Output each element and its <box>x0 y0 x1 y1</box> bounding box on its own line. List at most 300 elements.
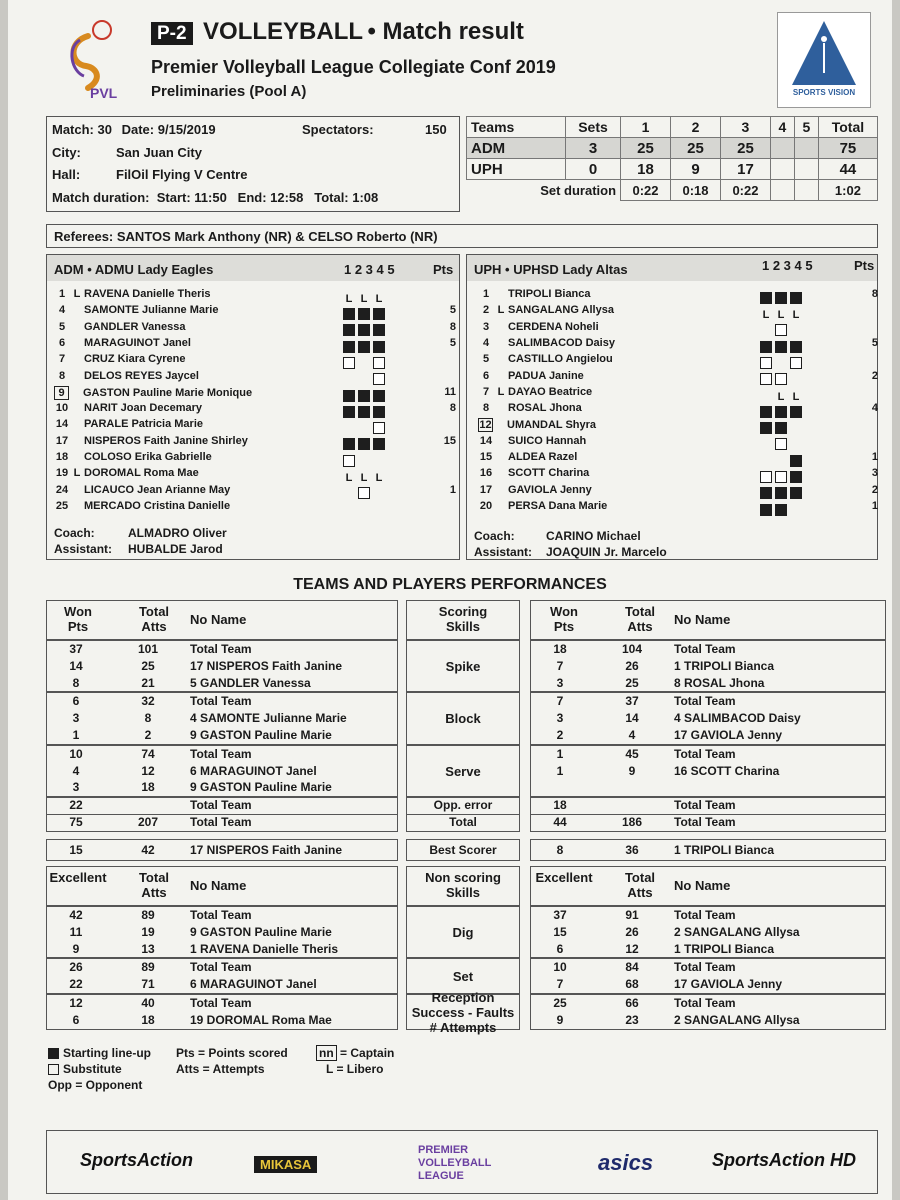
left-atts-value: 74 <box>141 746 155 761</box>
left-won-value: 26 <box>69 960 83 975</box>
right-name-value: Total Team <box>674 908 736 922</box>
set-participation <box>343 485 418 503</box>
roster-row <box>478 500 607 516</box>
score-cell: 25 <box>720 138 770 159</box>
score-cell: 25 <box>621 138 671 159</box>
right-atts-value: 45 <box>625 746 639 761</box>
left-name-value: Total Team <box>190 694 252 709</box>
starting-lineup-icon <box>343 406 355 418</box>
player-points: 1 <box>871 499 878 512</box>
player-points: 4 <box>871 402 878 415</box>
substitute-icon <box>775 471 787 483</box>
right-name-value: Total Team <box>674 996 736 1011</box>
right-atts-value: 104 <box>621 642 643 656</box>
player-name: DAYAO Beatrice <box>508 385 593 398</box>
player-name: MARAGUINOT Janel <box>84 336 191 349</box>
score-header-cell: 5 <box>794 117 818 138</box>
substitute-icon <box>775 373 787 385</box>
starting-lineup-icon <box>775 504 787 516</box>
player-number: 18 <box>55 451 69 463</box>
left-atts-value: 40 <box>141 996 155 1011</box>
right-best-atts: 36 <box>625 843 639 858</box>
left-name-value: 17 NISPEROS Faith Janine <box>190 658 343 673</box>
team-a-assistant-label: Assistant: <box>54 542 113 556</box>
svg-text:SPORTS VISION: SPORTS VISION <box>792 88 856 97</box>
libero-flag: L <box>497 385 505 398</box>
left-won-value: 10 <box>69 746 83 761</box>
left-name-value: 6 MARAGUINOT Janel <box>190 763 317 778</box>
player-points: 8 <box>449 320 456 333</box>
roster-row <box>478 451 577 467</box>
player-name: ROSAL Jhona <box>508 402 582 415</box>
roster-row <box>478 353 613 369</box>
left-atts-value: 13 <box>141 941 155 956</box>
right-name-value: 2 SANGALANG Allysa <box>674 1013 800 1028</box>
right-atts-value: 26 <box>625 924 639 939</box>
starting-lineup-icon <box>373 390 385 402</box>
player-name: SALIMBACOD Daisy <box>508 336 615 349</box>
match-label: Match: <box>52 122 94 137</box>
player-name: GASTON Pauline Marie Monique <box>83 386 253 399</box>
substitute-icon <box>760 471 772 483</box>
right-col-header: Total Atts <box>624 870 656 900</box>
substitute-icon <box>760 357 772 369</box>
player-points <box>858 353 878 369</box>
set-participation <box>343 289 418 307</box>
set-duration-label: Set duration <box>540 182 617 198</box>
right-name-value: 8 ROSAL Jhona <box>674 675 765 690</box>
left-atts-value: 71 <box>141 977 155 992</box>
score-cell: 9 <box>671 159 721 180</box>
starting-lineup-icon <box>760 292 772 304</box>
player-number: 8 <box>58 369 66 382</box>
starting-lineup-icon <box>343 438 355 450</box>
left-won-value: 11 <box>69 924 83 939</box>
score-cell <box>770 138 794 159</box>
set-duration-cell <box>794 180 818 201</box>
player-number: 4 <box>482 336 490 349</box>
right-summary-won: 44 <box>553 815 567 830</box>
spectators-label: Spectators: <box>302 122 374 137</box>
starting-lineup-icon <box>358 438 370 450</box>
player-points <box>436 418 456 434</box>
roster-row <box>478 467 589 483</box>
roster-row <box>478 418 596 434</box>
player-number: 24 <box>55 483 69 496</box>
right-won-value: 2 <box>556 728 564 742</box>
player-number: 25 <box>55 499 69 512</box>
right-col-header: Excellent <box>535 870 593 885</box>
right-won-value: 3 <box>556 711 564 726</box>
score-header-cell: Teams <box>467 117 566 138</box>
score-cell <box>794 159 818 180</box>
team-b-coach-label: Coach: <box>474 529 515 543</box>
starting-lineup-icon <box>775 487 787 499</box>
match-sheet <box>8 0 892 1200</box>
best-scorer-label: Best Scorer <box>429 843 497 858</box>
set-participation <box>343 452 418 470</box>
left-name-value: Total Team <box>190 642 252 656</box>
right-col-header: Total Atts <box>624 604 656 634</box>
right-won-value: 7 <box>556 694 564 709</box>
player-number: 8 <box>482 402 490 415</box>
starting-lineup-icon <box>358 324 370 336</box>
left-name-value: Total Team <box>190 996 252 1011</box>
set-participation <box>343 501 418 519</box>
left-name-value: 4 SAMONTE Julianne Marie <box>190 711 347 726</box>
league-title: Premier Volleyball League Collegiate Conf 2019 <box>151 57 556 77</box>
sheet-sport: VOLLEYBALL <box>203 18 364 45</box>
set-participation <box>760 468 835 486</box>
left-name-value: 19 DOROMAL Roma Mae <box>190 1013 332 1028</box>
score-cell: 0 <box>566 159 621 180</box>
skill-name: Spike <box>445 658 481 674</box>
starting-lineup-icon <box>358 341 370 353</box>
left-atts-value: 19 <box>141 924 155 939</box>
player-name: COLOSO Erika Gabrielle <box>84 451 212 463</box>
team-a-title: ADM • ADMU Lady Eagles <box>54 262 214 277</box>
right-won-value: 1 <box>556 763 564 778</box>
roster-row <box>54 500 230 516</box>
left-name-value: Total Team <box>190 746 252 761</box>
team-b-pts-header: Pts <box>854 258 875 273</box>
libero-mark: L <box>375 293 383 305</box>
set-participation <box>343 419 418 437</box>
player-number: 17 <box>479 483 493 496</box>
left-won-value: 14 <box>69 658 83 673</box>
left-best-name: 17 NISPEROS Faith Janine <box>190 843 343 858</box>
starting-lineup-icon <box>790 292 802 304</box>
player-points: 2 <box>871 483 878 496</box>
score-header-cell: 2 <box>671 117 721 138</box>
roster-row <box>54 435 248 451</box>
player-name: DOROMAL Roma Mae <box>84 467 199 480</box>
left-name-value: 6 MARAGUINOT Janel <box>190 977 317 992</box>
starting-lineup-icon <box>790 487 802 499</box>
roster-row <box>54 451 212 467</box>
right-col-header: Won Pts <box>550 604 578 634</box>
roster-row <box>478 484 592 500</box>
starting-lineup-icon <box>343 324 355 336</box>
left-won-value: 42 <box>69 908 83 922</box>
starting-lineup-icon <box>373 406 385 418</box>
left-atts-value: 32 <box>141 694 155 709</box>
player-number: 7 <box>58 353 66 366</box>
starting-lineup-icon <box>343 390 355 402</box>
sponsor-sportsaction-logo: SportsAction <box>80 1150 194 1170</box>
right-name-value: 17 GAVIOLA Jenny <box>674 728 783 742</box>
legend-pts: Pts = Points scored <box>176 1046 288 1060</box>
legend-opp: Opp = Opponent <box>48 1078 143 1092</box>
sports-vision-logo <box>777 12 871 108</box>
right-atts-value: 84 <box>625 960 639 975</box>
spectators-value: 150 <box>425 122 447 137</box>
set-duration-cell: 0:18 <box>671 180 721 201</box>
set-participation <box>760 403 835 421</box>
starting-lineup-icon <box>373 308 385 320</box>
roster-row <box>478 304 614 320</box>
set-participation <box>760 387 835 405</box>
team-a-coach-label: Coach: <box>54 526 95 540</box>
score-cell: UPH <box>467 159 566 180</box>
player-name: CASTILLO Angielou <box>508 353 613 366</box>
player-number: 14 <box>55 418 69 431</box>
set-participation <box>760 419 835 437</box>
player-number: 2 <box>482 304 490 317</box>
libero-mark: L <box>345 293 353 305</box>
starting-lineup-icon <box>760 422 772 434</box>
left-atts-value: 89 <box>141 960 155 975</box>
sponsor-mikasa-logo: MIKASA <box>254 1156 317 1173</box>
right-name-value: Total Team <box>674 960 736 975</box>
player-points <box>436 370 456 386</box>
roster-row <box>54 402 202 418</box>
player-points: 5 <box>871 336 878 349</box>
right-summary-won: 18 <box>553 798 567 813</box>
right-name-value: 4 SALIMBACOD Daisy <box>674 711 801 726</box>
right-name-value: 16 SCOTT Charina <box>674 763 780 778</box>
starting-lineup-icon <box>358 406 370 418</box>
roster-row <box>54 337 191 353</box>
roster-row <box>478 402 582 418</box>
right-won-value: 7 <box>556 658 564 673</box>
libero-mark: L <box>345 472 353 485</box>
roster-row <box>54 386 252 402</box>
legend-atts: Atts = Attempts <box>176 1062 265 1076</box>
left-won-value: 37 <box>69 642 83 656</box>
left-won-value: 12 <box>69 996 83 1011</box>
right-atts-value: 14 <box>625 711 639 726</box>
roster-row <box>478 386 592 402</box>
player-number: 14 <box>479 434 493 447</box>
player-points <box>858 321 878 337</box>
left-won-value: 22 <box>69 977 83 992</box>
right-won-value: 18 <box>553 642 567 656</box>
right-name-value: Total Team <box>674 642 736 656</box>
starting-lineup-icon <box>760 341 772 353</box>
starting-lineup-icon <box>760 487 772 499</box>
substitute-icon <box>373 373 385 385</box>
libero-mark: L <box>777 390 785 403</box>
left-atts-value: 25 <box>141 658 155 673</box>
right-atts-value: 66 <box>625 996 639 1011</box>
set-participation <box>343 338 418 356</box>
set-duration-cell: 1:02 <box>818 180 877 201</box>
starting-lineup-icon <box>358 308 370 320</box>
left-won-value: 1 <box>72 728 80 742</box>
city-label: City: <box>52 145 81 160</box>
player-number: 7 <box>482 385 490 398</box>
player-points: 5 <box>449 336 456 349</box>
roster-row <box>54 484 230 500</box>
right-won-value: 9 <box>556 1013 564 1028</box>
set-participation <box>343 436 418 454</box>
set-duration-cell <box>770 180 794 201</box>
player-points: 15 <box>443 434 456 447</box>
player-points <box>436 353 456 369</box>
set-participation <box>343 387 418 405</box>
left-col-header: Total Atts <box>138 870 170 900</box>
roster-row <box>478 288 591 304</box>
player-name: PADUA Janine <box>508 369 584 382</box>
player-points <box>436 288 456 304</box>
set-participation <box>343 354 418 372</box>
score-cell: 25 <box>671 138 721 159</box>
right-atts-value: 91 <box>625 908 639 922</box>
left-won-value: 6 <box>72 694 80 709</box>
roster-row <box>478 435 586 451</box>
left-name-value: 1 RAVENA Danielle Theris <box>190 941 339 956</box>
right-summary-name: Total Team <box>674 798 736 813</box>
phase-title: Preliminaries (Pool A) <box>151 83 307 100</box>
left-name-value: Total Team <box>190 960 252 975</box>
date-label: Date: <box>121 122 155 137</box>
sheet-doc-type: • Match result <box>367 18 524 45</box>
player-number: 16 <box>479 467 493 480</box>
player-number: 10 <box>55 402 69 415</box>
set-duration-cell: 0:22 <box>720 180 770 201</box>
right-col-header: No Name <box>674 878 731 893</box>
captain-number: 9 <box>54 386 69 400</box>
left-summary-won: 75 <box>69 815 83 830</box>
right-best-name: 1 TRIPOLI Bianca <box>674 843 775 858</box>
legend-lib: L = Libero <box>326 1062 384 1076</box>
score-header-cell: 1 <box>621 117 671 138</box>
team-a-assistant: HUBALDE Jarod <box>128 542 223 556</box>
player-points: 11 <box>444 385 456 398</box>
player-points: 8 <box>871 288 878 300</box>
player-number: 6 <box>58 336 66 349</box>
player-name: ALDEA Razel <box>508 451 578 463</box>
player-name: UMANDAL Shyra <box>507 419 597 432</box>
player-points: 2 <box>871 369 878 382</box>
player-number: 17 <box>55 434 69 447</box>
pvl-logo <box>58 14 130 104</box>
right-atts-value: 4 <box>628 728 636 742</box>
right-won-value: 3 <box>556 675 564 690</box>
player-points: 5 <box>449 304 456 317</box>
substitute-icon <box>343 357 355 369</box>
team-b-title: UPH • UPHSD Lady Altas <box>474 262 628 277</box>
starting-lineup-icon <box>790 471 802 483</box>
starting-lineup-icon <box>760 406 772 418</box>
roster-row <box>54 288 211 304</box>
right-summary-atts: 186 <box>621 815 643 830</box>
player-name: LICAUCO Jean Arianne May <box>84 483 231 496</box>
score-table <box>466 116 878 201</box>
player-name: NISPEROS Faith Janine Shirley <box>84 434 248 447</box>
left-col-header: No Name <box>190 878 247 893</box>
substitute-icon <box>373 357 385 369</box>
player-name: SCOTT Charina <box>508 467 590 480</box>
hall-label: Hall: <box>52 167 81 182</box>
right-best-won: 8 <box>556 843 564 858</box>
skill-name: Serve <box>445 763 481 779</box>
left-won-value: 8 <box>72 675 80 690</box>
svg-text:PVL: PVL <box>90 85 118 101</box>
score-header-cell: 4 <box>770 117 794 138</box>
score-cell: 3 <box>566 138 621 159</box>
team-b-sets-header: 1 2 3 4 5 <box>762 258 813 273</box>
right-name-value: 2 SANGALANG Allysa <box>674 924 800 939</box>
right-atts-value: 26 <box>625 658 639 673</box>
right-won-value: 37 <box>553 908 567 922</box>
set-participation <box>343 371 418 389</box>
right-won-value: 6 <box>556 941 564 956</box>
left-atts-value: 8 <box>144 711 152 726</box>
score-header-cell: 3 <box>720 117 770 138</box>
roster-row <box>54 353 185 369</box>
left-won-value: 6 <box>72 1013 80 1028</box>
starting-lineup-icon <box>373 341 385 353</box>
player-points <box>858 435 878 451</box>
player-number: 1 <box>58 288 66 300</box>
starting-lineup-icon <box>373 438 385 450</box>
left-name-value: 9 GASTON Pauline Marie <box>190 780 332 795</box>
city-value: San Juan City <box>116 145 202 160</box>
referees: Referees: SANTOS Mark Anthony (NR) & CELSO Roberto (NR) <box>54 229 438 244</box>
player-name: GANDLER Vanessa <box>84 320 186 333</box>
set-participation <box>760 338 835 356</box>
player-number: 6 <box>482 369 490 382</box>
substitute-icon <box>48 1064 59 1075</box>
player-points <box>436 500 456 516</box>
starting-lineup-icon <box>343 341 355 353</box>
roster-row <box>54 321 185 337</box>
summary-skill: Total <box>449 815 477 830</box>
libero-mark: L <box>360 293 368 305</box>
team-a-sets-header: 1 2 3 4 5 <box>344 262 395 277</box>
team-b-assistant-label: Assistant: <box>474 545 533 559</box>
roster-row <box>478 337 615 353</box>
player-number: 4 <box>58 304 66 317</box>
right-atts-value: 9 <box>628 763 636 778</box>
left-name-value: 5 GANDLER Vanessa <box>190 675 311 690</box>
left-won-value: 3 <box>72 780 80 795</box>
left-atts-value: 89 <box>141 908 155 922</box>
left-name-value: 9 GASTON Pauline Marie <box>190 728 332 742</box>
right-atts-value: 68 <box>625 977 639 992</box>
left-atts-value: 12 <box>141 763 155 778</box>
sponsor-sportsaction-hd-logo: SportsAction HD <box>712 1150 856 1170</box>
right-col-header: No Name <box>674 612 731 627</box>
skill-name: Reception Success - Faults # Attempts <box>411 989 515 1035</box>
skill-col-header: Non scoring Skills <box>425 870 501 900</box>
right-won-value: 25 <box>553 996 567 1011</box>
starting-lineup-icon <box>790 455 802 467</box>
left-best-won: 15 <box>69 843 83 858</box>
right-name-value: 1 TRIPOLI Bianca <box>674 941 775 956</box>
set-participation <box>760 354 835 372</box>
set-participation <box>760 501 835 519</box>
player-points <box>436 467 456 483</box>
performances-title: TEAMS AND PLAYERS PERFORMANCES <box>293 576 607 593</box>
substitute-icon <box>775 438 787 450</box>
roster-row <box>54 370 199 386</box>
substitute-icon <box>358 487 370 499</box>
team-a-coach: ALMADRO Oliver <box>128 526 227 540</box>
left-summary-name: Total Team <box>190 798 252 813</box>
score-cell: 18 <box>621 159 671 180</box>
set-participation <box>760 289 835 307</box>
player-points: 1 <box>449 483 456 496</box>
set-participation <box>760 452 835 470</box>
substitute-icon <box>343 455 355 467</box>
left-summary-name: Total Team <box>190 815 252 830</box>
right-won-value: 7 <box>556 977 564 992</box>
starting-lineup-icon <box>343 308 355 320</box>
left-best-atts: 42 <box>141 843 155 858</box>
